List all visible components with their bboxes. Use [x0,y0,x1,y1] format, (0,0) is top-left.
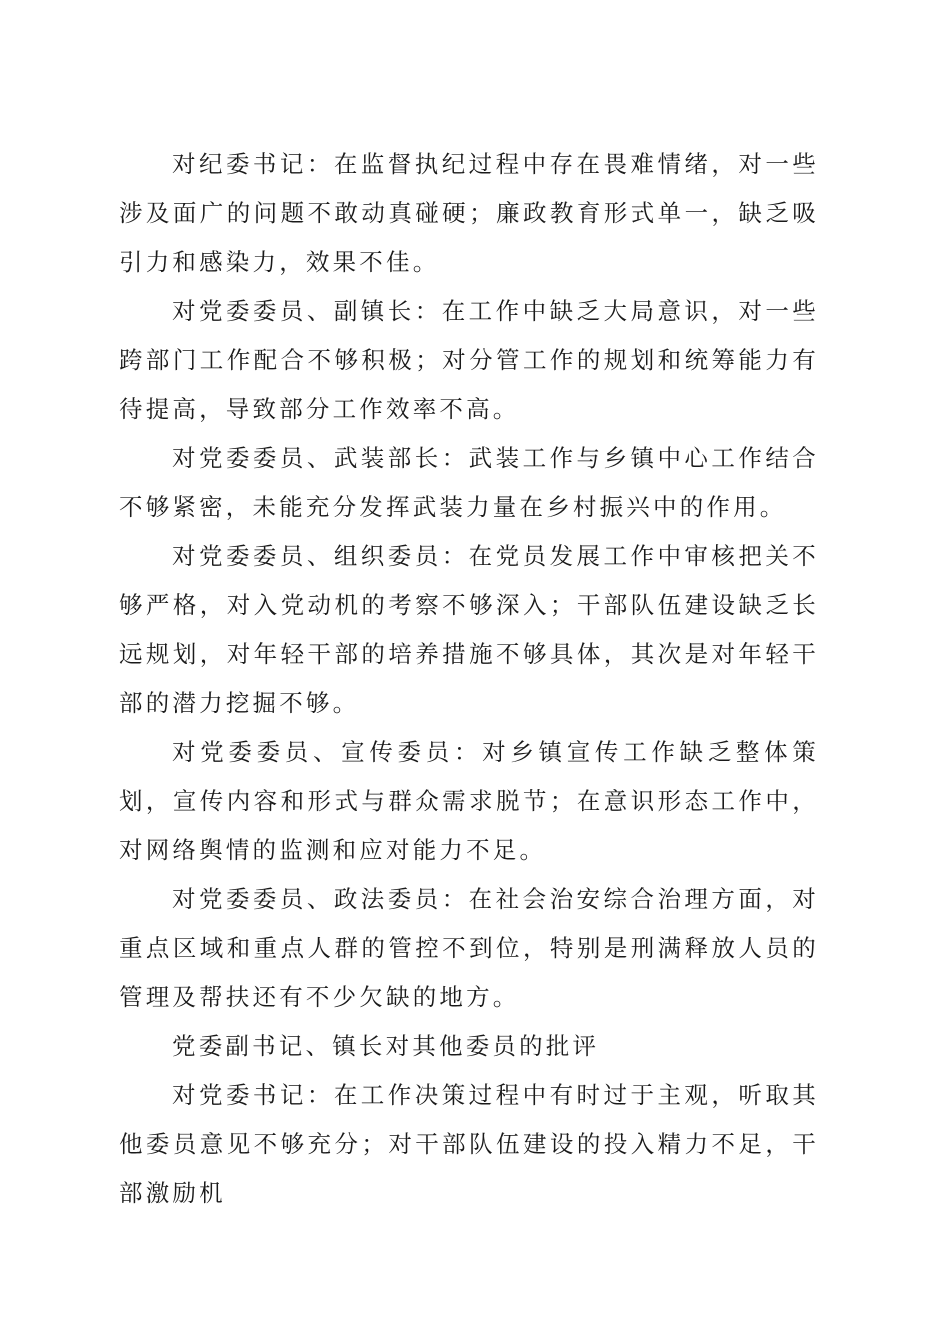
paragraph-deputy-mayor: 对党委委员、副镇长：在工作中缺乏大局意识，对一些跨部门工作配合不够积极；对分管工作的规划和统筹能力有待提高，导致部分工作效率不高。 [119,297,819,423]
document-body [119,140,819,1218]
paragraph-armed-forces-minister: 对党委委员、武装部长：武装工作与乡镇中心工作结合不够紧密，未能充分发挥武装力量在乡村振兴中的作用。 [119,444,819,521]
paragraph-party-secretary: 对党委书记：在工作决策过程中有时过于主观，听取其他委员意见不够充分；对干部队伍建设的投入精力不足，干部激励机 [119,1081,819,1207]
paragraph-discipline-secretary: 对纪委书记：在监督执纪过程中存在畏难情绪，对一些涉及面广的问题不敢动真碰硬；廉政教育形式单一，缺乏吸引力和感染力，效果不佳。 [119,150,819,276]
paragraph-organization-member: 对党委委员、组织委员：在党员发展工作中审核把关不够严格，对入党动机的考察不够深入；干部队伍建设缺乏长远规划，对年轻干部的培养措施不够具体，其次是对年轻干部的潜力挖掘不够。 [119,542,819,717]
paragraph-publicity-member: 对党委委员、宣传委员：对乡镇宣传工作缺乏整体策划，宣传内容和形式与群众需求脱节；在意识形态工作中，对网络舆情的监测和应对能力不足。 [119,738,819,864]
section-heading: 党委副书记、镇长对其他委员的批评 [172,1032,600,1060]
paragraph-political-legal-member: 对党委委员、政法委员：在社会治安综合治理方面，对重点区域和重点人群的管控不到位，特别是刑满释放人员的管理及帮扶还有不少欠缺的地方。 [119,885,819,1011]
